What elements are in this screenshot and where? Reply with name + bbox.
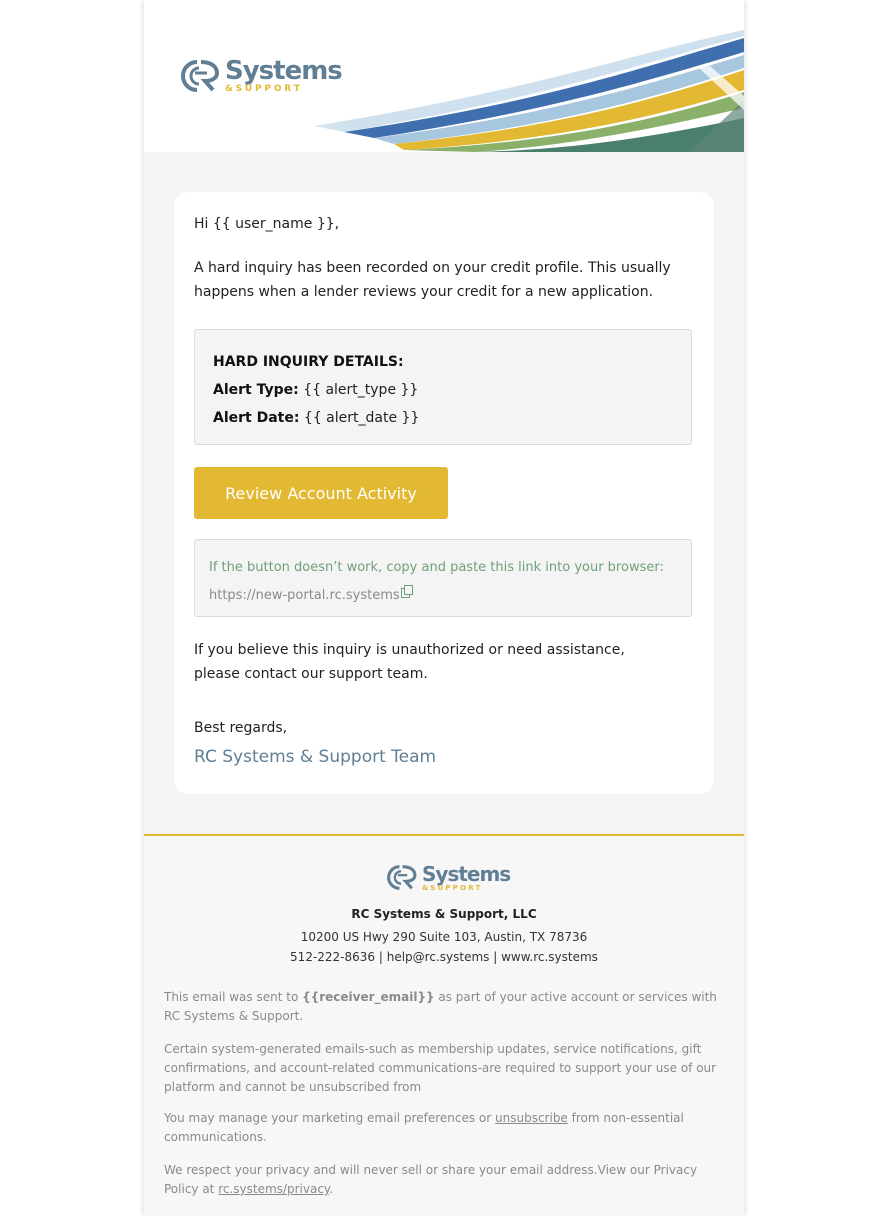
separator: | xyxy=(489,950,502,964)
footer-logo-subtitle: &SUPPORT xyxy=(422,883,483,892)
company-address: 10200 US Hwy 290 Suite 103, Austin, TX 78736 xyxy=(300,930,588,944)
regards-text: Best regards, xyxy=(194,720,288,736)
copy-icon[interactable] xyxy=(401,585,412,597)
sent-prefix: This email was sent to xyxy=(164,990,303,1004)
header-logo xyxy=(177,56,342,96)
alert-date-value: {{ alert_date }} xyxy=(303,410,420,426)
alert-date-label: Alert Date: xyxy=(213,410,300,426)
greeting-text: Hi {{ user_name }}, xyxy=(194,216,340,232)
privacy-prefix: We respect your privacy and will never sell or share your email address.View our Privacy Policy at xyxy=(164,1163,698,1196)
support-paragraph: If you believe this inquiry is unauthorized or need assistance, please contact our support team. xyxy=(194,642,625,682)
footer-logo-wordmark: Systems xyxy=(422,861,511,886)
system-emails-notice: Certain system-generated emails-such as membership updates, service notifications, gift confirmations, and account-related communications-are required to support your use of our platform and cannot be unsubscribed from xyxy=(164,1042,717,1094)
manage-suffix: from non-essential communications. xyxy=(164,1111,684,1144)
portal-link[interactable]: https://new-portal.rc.systems xyxy=(209,588,400,603)
phone-number[interactable]: 512-222-8636 xyxy=(290,950,376,964)
receiver-email: {{receiver_email}} xyxy=(302,990,435,1004)
privacy-notice xyxy=(164,1161,724,1199)
intro-paragraph: A hard inquiry has been recorded on your credit profile. This usually happens when a lender reviews your credit for a new application. xyxy=(194,260,671,300)
logo-wordmark: Systems xyxy=(225,56,342,86)
company-name: RC Systems & Support, LLC xyxy=(351,907,537,921)
manage-prefix: You may manage your marketing email preferences or xyxy=(164,1111,496,1125)
preferences-notice xyxy=(164,1109,724,1147)
email-header xyxy=(144,0,744,152)
footer-logo xyxy=(384,862,510,893)
alert-type-value: {{ alert_type }} xyxy=(303,382,419,398)
contact-line xyxy=(144,950,744,964)
privacy-policy-link[interactable]: rc.systems/privacy xyxy=(218,1182,330,1196)
website-link[interactable]: www.rc.systems xyxy=(501,950,598,964)
team-signature: RC Systems & Support Team xyxy=(194,747,437,767)
review-account-activity-button[interactable]: Review Account Activity xyxy=(194,467,448,519)
separator: | xyxy=(375,950,387,964)
logo-subtitle: &SUPPORT xyxy=(225,84,303,94)
unsubscribe-link[interactable]: unsubscribe xyxy=(495,1111,568,1125)
support-email[interactable]: help@rc.systems xyxy=(386,950,490,964)
inquiry-details-box xyxy=(194,329,692,445)
rc-logo-icon xyxy=(384,862,418,893)
fallback-link-hint: If the button doesn’t work, copy and paste this link into your browser: xyxy=(209,560,664,575)
sent-to-notice xyxy=(164,988,724,1026)
fallback-link-box xyxy=(194,539,692,617)
alert-type-label: Alert Type: xyxy=(213,382,299,398)
rc-logo-icon xyxy=(177,56,221,96)
email-footer xyxy=(144,834,744,1216)
email-container xyxy=(144,0,744,1216)
details-heading: HARD INQUIRY DETAILS: xyxy=(213,354,404,370)
message-card xyxy=(174,192,714,794)
sent-suffix: as part of your active account or services with RC Systems & Support. xyxy=(164,990,717,1023)
privacy-suffix: . xyxy=(329,1182,334,1196)
